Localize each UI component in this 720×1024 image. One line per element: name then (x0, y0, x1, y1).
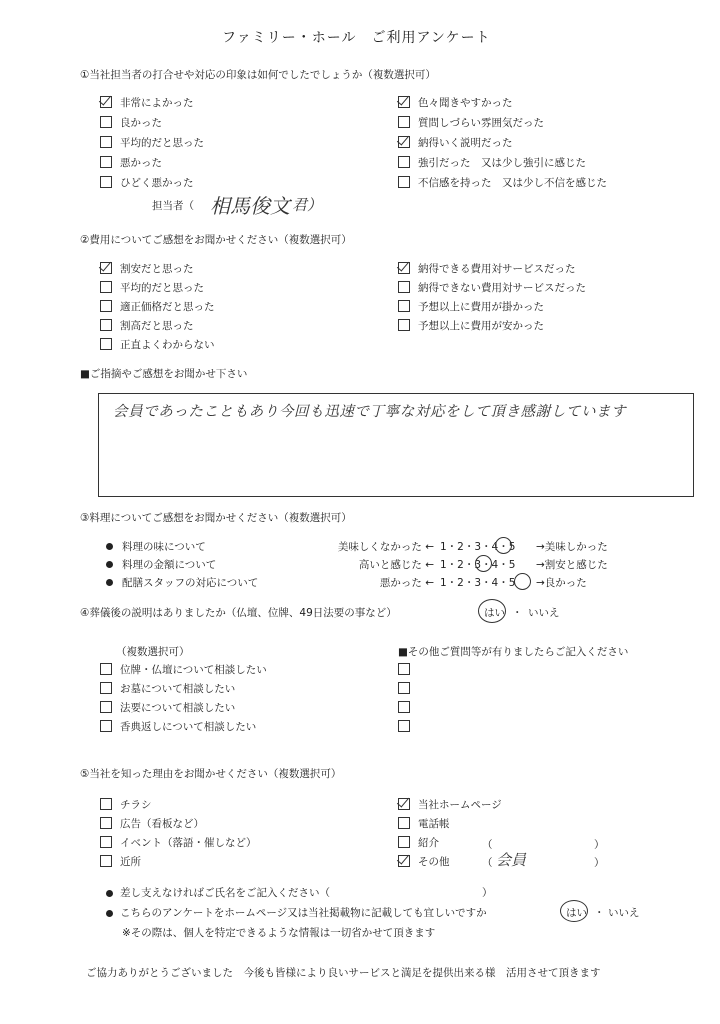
q4-item-checkbox-4[interactable] (100, 720, 112, 732)
q3-heading: ③料理についてご感想をお聞かせください（複数選択可） (80, 512, 352, 524)
q2-right-label-4: 予想以上に費用が安かった (418, 320, 544, 332)
q1-right-label-2: 質問しづらい雰囲気だった (418, 117, 544, 129)
comments-box[interactable] (98, 393, 694, 497)
q3-row-selected-circle (475, 555, 492, 572)
q5-right-label-4: その他 (418, 856, 450, 868)
q3-row-bullet (106, 579, 113, 586)
q2-right-checkbox-2[interactable] (398, 281, 410, 293)
q2-left-label-4: 割高だと思った (120, 320, 194, 332)
q1-right-label-5: 不信感を持った 又は少し不信を感じた (418, 177, 607, 189)
q2-left-label-3: 適正価格だと思った (120, 301, 215, 313)
q5-other-paren-open: （ (482, 857, 493, 869)
q4-other-box-1[interactable] (398, 663, 410, 675)
q5-right-checkbox-2[interactable] (398, 817, 410, 829)
q3-row-selected-circle (495, 537, 512, 554)
q5-right-checkbox-3[interactable] (398, 836, 410, 848)
q5-right-checkbox-1[interactable] (398, 798, 410, 810)
q2-left-checkbox-5[interactable] (100, 338, 112, 350)
q1-left-label-1: 非常によかった (120, 97, 194, 109)
q3-row-label: 料理の金額について (122, 559, 217, 571)
q1-right-checkbox-5[interactable] (398, 176, 410, 188)
q5-left-checkbox-2[interactable] (100, 817, 112, 829)
q2-left-label-1: 割安だと思った (120, 263, 194, 275)
q5-left-checkbox-3[interactable] (100, 836, 112, 848)
q5-intro-paren-close: ） (594, 839, 605, 851)
q1-left-label-3: 平均的だと思った (120, 137, 204, 149)
q1-left-checkbox-5[interactable] (100, 176, 112, 188)
q1-right-label-3: 納得いく説明だった (418, 137, 513, 149)
q1-left-checkbox-2[interactable] (100, 116, 112, 128)
q5-left-checkbox-1[interactable] (100, 798, 112, 810)
q2-right-label-3: 予想以上に費用が掛かった (418, 301, 544, 313)
comments-heading: ■ご指摘やご感想をお聞かせ下さい (80, 368, 248, 380)
q3-row-scale[interactable]: 1・2・3・4・5 (440, 541, 516, 553)
q1-heading: ①当社担当者の打合せや対応の印象は如何でしたでしょうか（複数選択可） (80, 69, 436, 81)
q1-left-checkbox-4[interactable] (100, 156, 112, 168)
q3-row-bullet (106, 561, 113, 568)
publish-no[interactable]: いいえ (608, 907, 640, 919)
q3-row-selected-circle (514, 573, 531, 590)
q3-row-scale[interactable]: 1・2・3・4・5 (440, 577, 516, 589)
q5-other-value[interactable]: 会員 (496, 851, 527, 869)
staff-name[interactable]: 相馬俊文 (210, 194, 290, 218)
q4-item-checkbox-1[interactable] (100, 663, 112, 675)
q2-heading: ②費用についてご感想をお聞かせください（複数選択可） (80, 234, 352, 246)
q3-row-high-label: →良かった (536, 577, 587, 589)
q4-item-label-3: 法要について相談したい (120, 702, 236, 714)
q1-left-label-5: ひどく悪かった (120, 177, 194, 189)
q2-left-label-5: 正直よくわからない (120, 339, 215, 351)
q2-left-checkbox-2[interactable] (100, 281, 112, 293)
q4-item-checkbox-2[interactable] (100, 682, 112, 694)
q4-item-label-2: お墓について相談したい (120, 683, 236, 695)
q4-other-box-3[interactable] (398, 701, 410, 713)
q5-right-label-1: 当社ホームページ (418, 799, 502, 811)
q4-no[interactable]: いいえ (528, 607, 560, 619)
q5-left-label-3: イベント（落語・催しなど） (120, 837, 257, 849)
footer-message: ご協力ありがとうございました 今後も皆様により良いサービスと満足を提供出来る様 活用させて頂きます (86, 967, 601, 979)
name-close: ） (482, 887, 493, 899)
q3-row-low-label: 高いと感じた ← (358, 559, 434, 571)
q5-left-label-1: チラシ (120, 799, 152, 811)
q1-left-label-2: 良かった (120, 117, 162, 129)
name-bullet (106, 890, 113, 897)
q2-right-checkbox-1[interactable] (398, 262, 410, 274)
publish-label: こちらのアンケートをホームページ又は当社掲載物に記載しても宜しいですか (120, 907, 487, 919)
publish-sep: ・ (594, 907, 605, 919)
q5-heading: ⑤当社を知った理由をお聞かせください（複数選択可） (80, 768, 342, 780)
q1-left-checkbox-3[interactable] (100, 136, 112, 148)
q2-right-checkbox-3[interactable] (398, 300, 410, 312)
publish-note: ※その際は、個人を特定できるような情報は一切省かせて頂きます (122, 927, 436, 939)
q4-other-box-4[interactable] (398, 720, 410, 732)
q3-row-low-label: 悪かった ← (379, 577, 434, 589)
q4-item-label-4: 香典返しについて相談したい (120, 721, 257, 733)
q4-yes-label: はい (484, 607, 505, 619)
q4-other-heading: ■その他ご質問等が有りましたらご記入ください (398, 646, 629, 658)
q4-other-box-2[interactable] (398, 682, 410, 694)
q1-right-label-4: 強引だった 又は少し強引に感じた (418, 157, 586, 169)
staff-suffix: 君） (292, 196, 323, 214)
q1-right-checkbox-2[interactable] (398, 116, 410, 128)
q5-right-label-3: 紹介 (418, 837, 439, 849)
comments-text: 会員であったこともあり今回も迅速で丁寧な対応をして頂き感謝しています (113, 404, 627, 420)
form-title: ファミリー・ホール ご利用アンケート (222, 30, 491, 46)
q4-item-label-1: 位牌・仏壇について相談したい (120, 664, 267, 676)
q2-left-checkbox-3[interactable] (100, 300, 112, 312)
q4-heading: ④葬儀後の説明はありましたか（仏壇、位牌、49日法要の事など） (80, 607, 397, 619)
q2-right-checkbox-4[interactable] (398, 319, 410, 331)
q1-right-label-1: 色々聞きやすかった (418, 97, 513, 109)
publish-answer-circle (560, 900, 588, 922)
q3-row-bullet (106, 543, 113, 550)
q3-row-scale[interactable]: 1・2・3・4・5 (440, 559, 516, 571)
q3-row-low-label: 美味しくなかった ← (337, 541, 434, 553)
q2-right-label-1: 納得できる費用対サービスだった (418, 263, 576, 275)
staff-label: 担当者（ (152, 200, 194, 212)
publish-yes-label: はい (566, 907, 587, 919)
q5-right-label-2: 電話帳 (418, 818, 450, 830)
q2-right-label-2: 納得できない費用対サービスだった (418, 282, 586, 294)
q1-right-checkbox-3[interactable] (398, 136, 410, 148)
q4-sep: ・ (512, 607, 523, 619)
q5-intro-paren-open: （ (482, 839, 493, 851)
q3-row-high-label: →美味しかった (536, 541, 608, 553)
q5-other-paren-close: ） (594, 857, 605, 869)
q2-left-checkbox-1[interactable] (100, 262, 112, 274)
q5-left-checkbox-4[interactable] (100, 855, 112, 867)
q1-right-checkbox-4[interactable] (398, 156, 410, 168)
q4-answer-circle (478, 599, 506, 623)
q1-left-label-4: 悪かった (120, 157, 162, 169)
q3-row-label: 配膳スタッフの対応について (122, 577, 259, 589)
q4-sub-heading: （複数選択可） (116, 646, 190, 658)
publish-bullet (106, 910, 113, 917)
q2-left-label-2: 平均的だと思った (120, 282, 204, 294)
q5-left-label-2: 広告（看板など） (120, 818, 204, 830)
q1-right-checkbox-1[interactable] (398, 96, 410, 108)
q3-row-high-label: →割安と感じた (536, 559, 608, 571)
q2-left-checkbox-4[interactable] (100, 319, 112, 331)
q4-item-checkbox-3[interactable] (100, 701, 112, 713)
name-label: 差し支えなければご氏名をご記入ください（ (120, 887, 330, 899)
q5-right-checkbox-4[interactable] (398, 855, 410, 867)
q3-row-label: 料理の味について (122, 541, 206, 553)
q1-left-checkbox-1[interactable] (100, 96, 112, 108)
q5-left-label-4: 近所 (120, 856, 141, 868)
